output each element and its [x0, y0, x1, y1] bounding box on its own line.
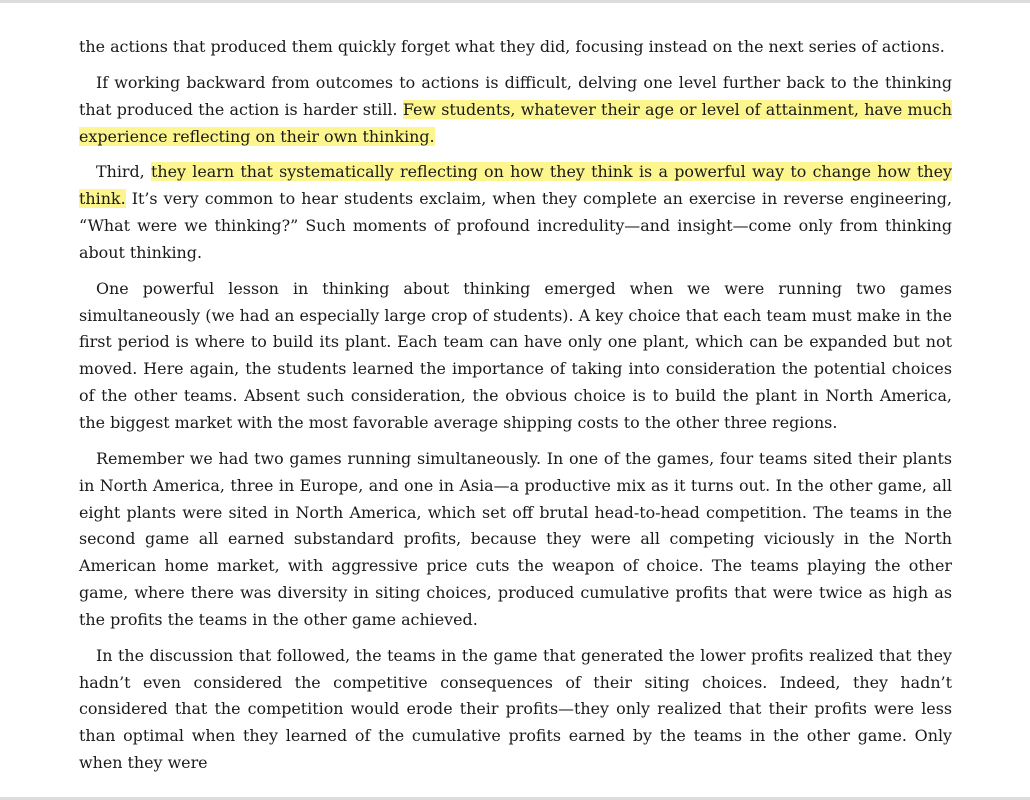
text-segment: Third,	[96, 162, 152, 182]
highlighted-text[interactable]: Few students, whatever their age or level of attainment, have much experience reflecting on their own thinking.	[79, 99, 952, 146]
text-segment: One powerful lesson in thinking about thinking emerged when we were running two games simultaneously (we had an especially large crop of students). A key choice that each team must make in the first period is where to build its plant. Each team can have only one plant, which can be expanded but not moved. Here again, the students learned the importance of taking into consideration the potential choices of the other teams. Absent such consideration, the obvious choice is to build the plant in North America, the biggest market with the most favorable average shipping costs to the other three regions.	[79, 278, 952, 432]
paragraph-5	[79, 446, 952, 634]
paragraph-2	[79, 70, 952, 151]
highlighted-text[interactable]: they learn that systematically reflecting on how they think is a powerful way to change how they think.	[79, 162, 952, 209]
text-segment: If working backward from outcomes to actions is difficult, delving one level further back to the thinking that produced the action is harder still.	[79, 72, 952, 119]
top-border	[0, 0, 1030, 3]
paragraph-1	[79, 34, 952, 61]
text-segment: Remember we had two games running simultaneously. In one of the games, four teams sited their plants in North America, three in Europe, and one in Asia—a productive mix as it turns out. In the other game, all eight plants were sited in North America, which set off brutal head-to-head competition. The teams in the second game all earned substandard profits, because they were all competing viciously in the North American home market, with aggressive price cuts the weapon of choice. The teams playing the other game, where there was diversity in siting choices, produced cumulative profits that were twice as high as the profits the teams in the other game achieved.	[79, 448, 952, 629]
text-segment: the actions that produced them quickly forget what they did, focusing instead on the next series of actions.	[79, 37, 945, 56]
document-page	[79, 34, 952, 786]
text-segment: In the discussion that followed, the teams in the game that generated the lower profits realized that they hadn’t even considered the competitive consequences of their siting choices. Indeed, they hadn’t considered that the competition would erode their profits—they only realized that their profits were less than optimal when they learned of the cumulative profits earned by the teams in the other game. Only when they were	[79, 645, 952, 773]
paragraph-4	[79, 276, 952, 437]
paragraph-3	[79, 159, 952, 266]
paragraph-6	[79, 643, 952, 777]
text-segment: It’s very common to hear students exclaim, when they complete an exercise in reverse engineering, “What were we thinking?” Such moments of profound incredulity—and insight—come only from thinking about thinking.	[79, 189, 952, 262]
